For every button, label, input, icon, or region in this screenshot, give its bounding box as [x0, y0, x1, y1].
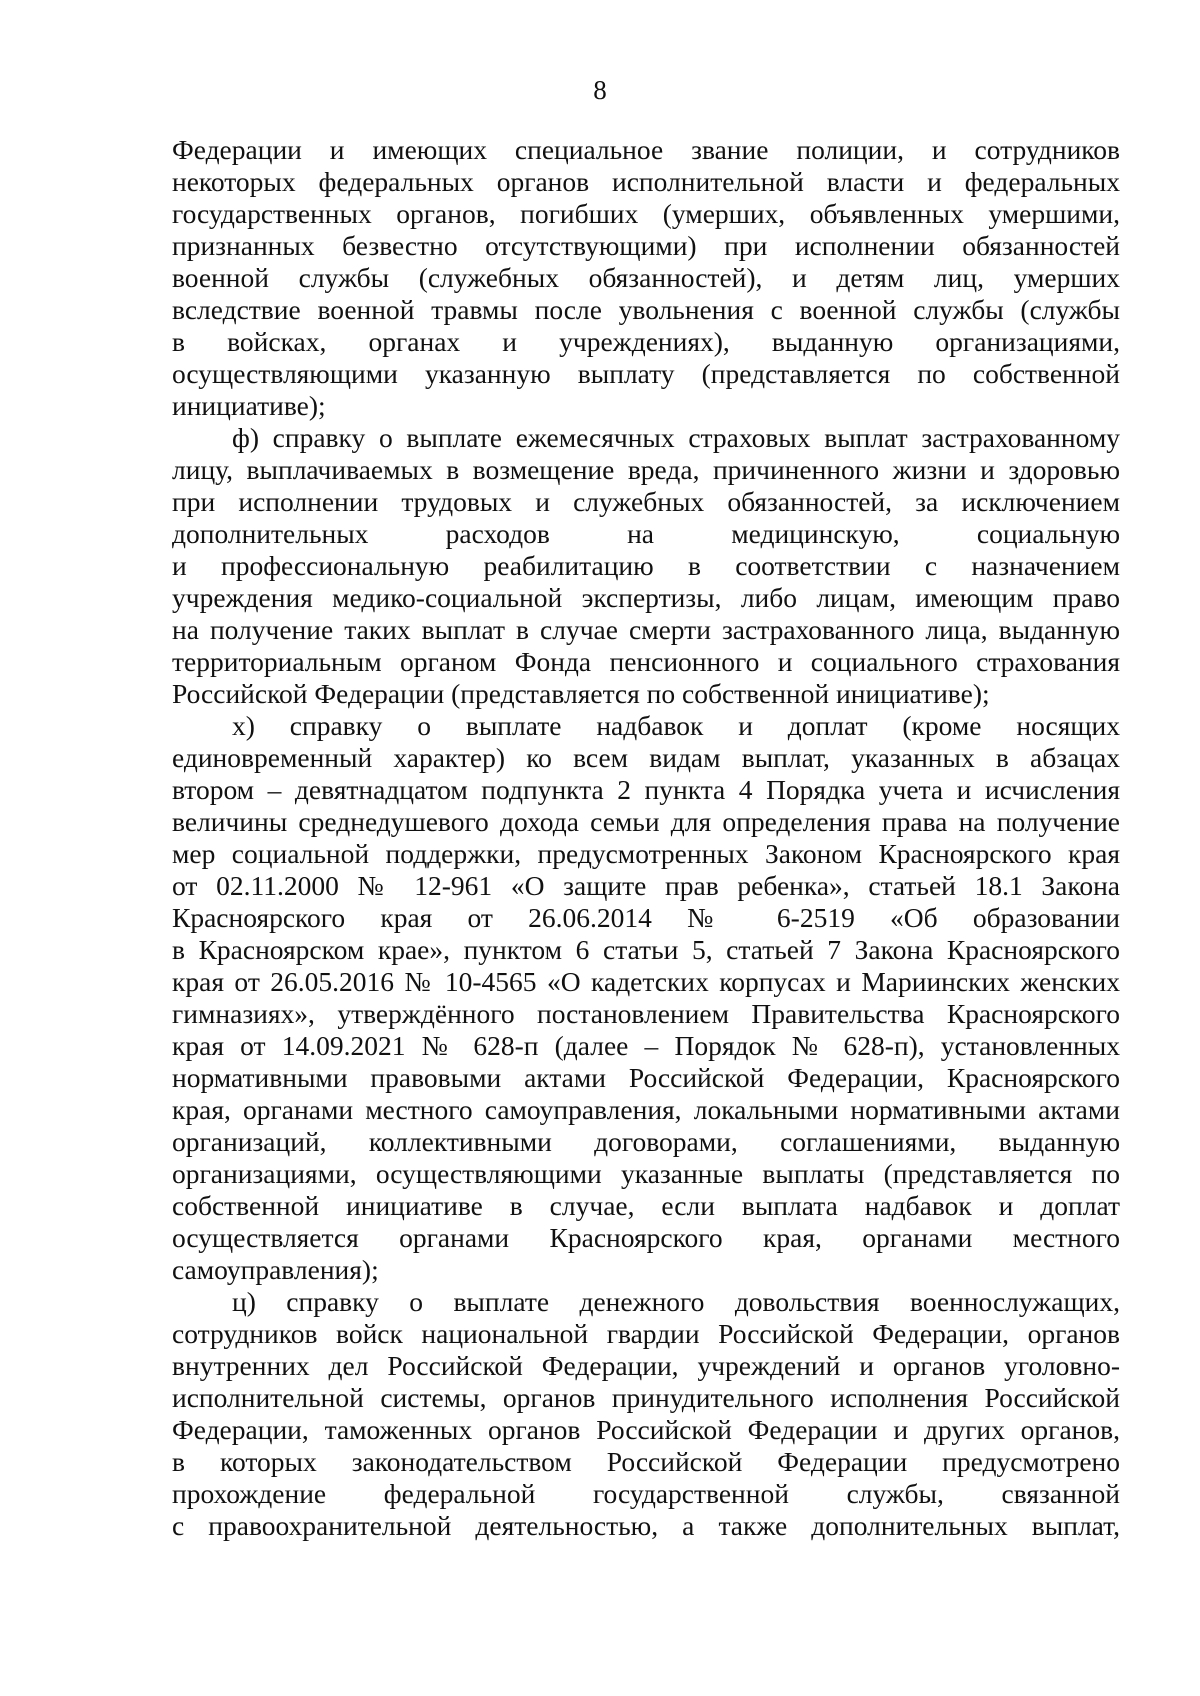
- text-line: в которых законодательством Российской Федерации предусмотрено: [172, 1446, 1120, 1477]
- text-line: государственных органов, погибших (умерших, объявленных умершими,: [172, 198, 1120, 229]
- text-line: ц) справку о выплате денежного довольствия военнослужащих,: [232, 1286, 1120, 1317]
- text-line: некоторых федеральных органов исполнительной власти и федеральных: [172, 166, 1120, 197]
- document-body: [172, 134, 1120, 1542]
- text-line: прохождение федеральной государственной службы, связанной: [172, 1478, 1120, 1509]
- text-line: учреждения медико-социальной экспертизы, либо лицам, имеющим право: [172, 582, 1120, 613]
- text-line: собственной инициативе в случае, если выплата надбавок и доплат: [172, 1190, 1120, 1221]
- text-line: величины среднедушевого дохода семьи для определения права на получение: [172, 806, 1120, 837]
- page-number: 8: [593, 75, 607, 105]
- text-line: вследствие военной травмы после увольнения с военной службы (службы: [172, 294, 1120, 325]
- text-line: самоуправления);: [172, 1254, 379, 1285]
- text-line: края от 14.09.2021 № 628-п (далее – Порядок № 628-п), установленных: [172, 1030, 1120, 1061]
- text-line: организациями, осуществляющими указанные выплаты (представляется по: [172, 1158, 1120, 1189]
- text-line: единовременный характер) ко всем видам выплат, указанных в абзацах: [172, 742, 1120, 773]
- text-line: х) справку о выплате надбавок и доплат (кроме носящих: [232, 710, 1120, 741]
- text-line: края, органами местного самоуправления, локальными нормативными актами: [172, 1094, 1120, 1125]
- text-line: Федерации и имеющих специальное звание полиции, и сотрудников: [172, 134, 1120, 165]
- text-line: Российской Федерации (представляется по собственной инициативе);: [172, 678, 990, 709]
- text-line: и профессиональную реабилитацию в соответствии с назначением: [172, 550, 1120, 581]
- text-line: края от 26.05.2016 № 10-4565 «О кадетских корпусах и Мариинских женских: [172, 966, 1120, 997]
- text-line: ф) справку о выплате ежемесячных страховых выплат застрахованному: [232, 422, 1120, 453]
- text-line: Красноярского края от 26.06.2014 № 6-2519 «Об образовании: [172, 902, 1120, 933]
- text-line: осуществляется органами Красноярского края, органами местного: [172, 1222, 1120, 1253]
- text-line: втором – девятнадцатом подпункта 2 пункта 4 Порядка учета и исчисления: [172, 774, 1120, 805]
- text-line: нормативными правовыми актами Российской Федерации, Красноярского: [172, 1062, 1120, 1093]
- text-line: сотрудников войск национальной гвардии Российской Федерации, органов: [172, 1318, 1120, 1349]
- text-line: внутренних дел Российской Федерации, учреждений и органов уголовно-: [172, 1350, 1120, 1381]
- text-line: осуществляющими указанную выплату (представляется по собственной: [172, 358, 1120, 389]
- text-line: на получение таких выплат в случае смерти застрахованного лица, выданную: [172, 614, 1120, 645]
- text-line: исполнительной системы, органов принудительного исполнения Российской: [172, 1382, 1120, 1413]
- text-line: территориальным органом Фонда пенсионного и социального страхования: [172, 646, 1120, 677]
- text-line: организаций, коллективными договорами, соглашениями, выданную: [172, 1126, 1120, 1157]
- text-line: мер социальной поддержки, предусмотренных Законом Красноярского края: [172, 838, 1120, 869]
- text-line: военной службы (служебных обязанностей), и детям лиц, умерших: [172, 262, 1120, 293]
- text-line: лицу, выплачиваемых в возмещение вреда, причиненного жизни и здоровью: [172, 454, 1120, 485]
- text-line: в войсках, органах и учреждениях), выданную организациями,: [172, 326, 1120, 357]
- text-line: в Красноярском крае», пунктом 6 статьи 5, статьей 7 Закона Красноярского: [172, 934, 1120, 965]
- text-line: гимназиях», утверждённого постановлением Правительства Красноярского: [172, 998, 1120, 1029]
- text-line: от 02.11.2000 № 12-961 «О защите прав ребенка», статьей 18.1 Закона: [172, 870, 1120, 901]
- text-line: дополнительных расходов на медицинскую, социальную: [172, 518, 1120, 549]
- text-line: с правоохранительной деятельностью, а также дополнительных выплат,: [172, 1510, 1120, 1541]
- text-line: инициативе);: [172, 390, 326, 421]
- text-line: при исполнении трудовых и служебных обязанностей, за исключением: [172, 486, 1120, 517]
- text-line: Федерации, таможенных органов Российской Федерации и других органов,: [172, 1414, 1120, 1445]
- text-line: признанных безвестно отсутствующими) при исполнении обязанностей: [172, 230, 1120, 261]
